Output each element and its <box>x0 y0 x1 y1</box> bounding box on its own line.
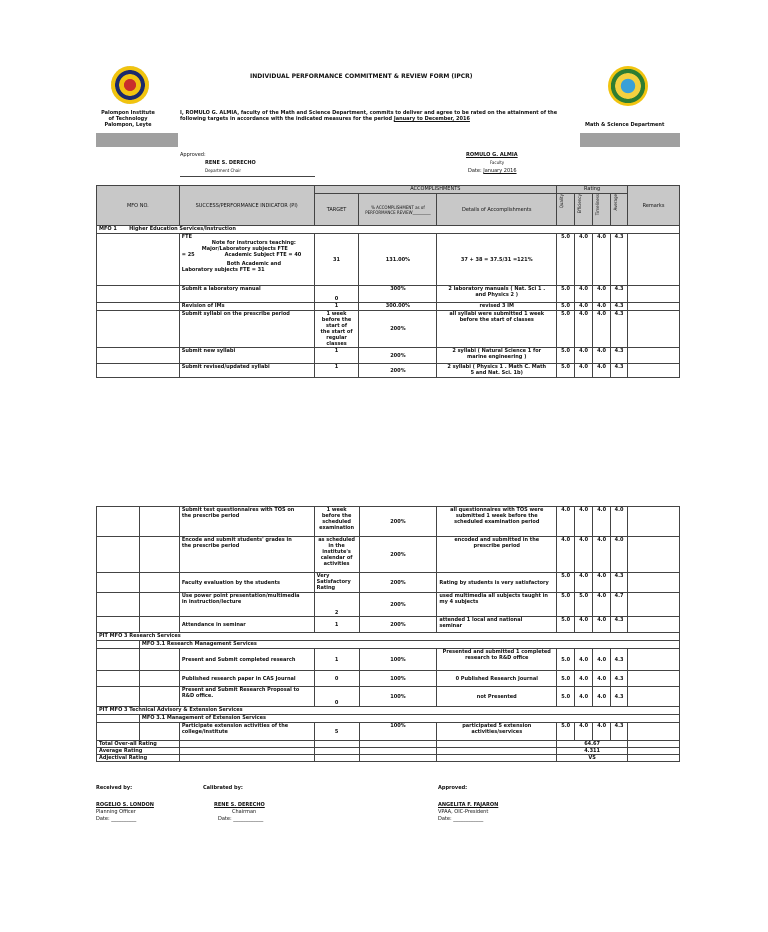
header-timeliness: Timeliness <box>595 194 601 216</box>
table-row: Submit syllabi on the prescribe period 1 week before the start of the start of regular classes 200% all syllabi were submitted 1 week before the start of classes 5.0 4.0 4.0 4.3 <box>97 311 680 348</box>
approved-role: VPAA, OIC-President <box>438 809 489 815</box>
calibrated-label: Calibrated by: <box>203 785 243 791</box>
header-rating: Rating <box>557 186 628 194</box>
mfo4-row: PIT MFO 3 Technical Advisory & Extension Services <box>97 707 680 715</box>
header-accomplishments: ACCOMPLISHMENTS <box>314 186 557 194</box>
mfo1-row: MFO 1 Higher Education Services/Instruction <box>97 226 680 234</box>
mfo31-row: MFO 3.1 Research Management Services <box>139 641 679 649</box>
table-row: Present and Submit Research Proposal to R&D office. 0 100% not Presented 5.0 4.0 4.0 4.3 <box>97 687 680 707</box>
mfo41-row: MFO 3.1 Management of Extension Services <box>139 715 679 723</box>
approved-date: Date: ____________ <box>438 816 484 822</box>
header-indicator: SUCCESS/PERFORMANCE INDICATOR (PI) <box>179 186 314 226</box>
table-row: FTE Note for instructors teaching: Major/Laboratory subjects FTE = 25 Academic Subject FTE = 40 Both Academic and Laboratory subjects FTE = 31 31 131.00% 37 + 38 = 37.5/31 =121% 5.0 4.0 4.0 4.3 <box>97 234 680 286</box>
commitment-statement: I, ROMULO G. ALMIA, faculty of the Math and Science Department, commits to deliver and agree to be rated on the attainment of the following targets in accordance with the indicated measures for the period January to December, 2016 <box>180 110 558 122</box>
institute-name: Palompon Institute of Technology Palompon, Leyte <box>101 110 155 128</box>
approver-name: RENE S. DERECHO <box>205 160 256 166</box>
grey-bar-right <box>580 133 680 147</box>
average-row: Average Rating 4.311 <box>97 748 680 755</box>
header-percent: % ACCOMPLISHMENT as of PERFORMANCE REVIEW_________ <box>359 194 437 226</box>
table-row: Use power point presentation/multimedia in instruction/lecture 2 200% used multimedia all subjects taught in my 4 subjects 5.0 5.0 4.0 4.7 <box>97 593 680 617</box>
department-label: Math & Science Department <box>585 122 665 128</box>
header-details: Details of Accomplishments <box>437 194 557 226</box>
table-row: Submit revised/updated syllabi 1 200% 2 syllabi ( Physics 1 . Math C. Math 5 and Nat. Sci. 1b) 5.0 4.0 4.0 4.3 <box>97 364 680 378</box>
math-science-department-seal <box>608 66 648 106</box>
ipcr-table-page2 <box>96 506 680 762</box>
table-row: Faculty evaluation by the students Very Satisfactory Rating 200% Rating by students is very satisfactory 5.0 4.0 4.0 4.3 <box>97 573 680 593</box>
adjectival-row: Adjectival Rating VS <box>97 755 680 762</box>
faculty-name: ROMULO G. ALMIA <box>466 152 518 158</box>
received-date: Date: __________ <box>96 816 137 822</box>
received-role: Planning Officer <box>96 809 136 815</box>
approver-line <box>180 176 315 177</box>
table-row: Submit new syllabi 1 200% 2 syllabi ( Natural Science 1 for marine engineering ) 5.0 4.0 4.0 4.3 <box>97 348 680 364</box>
header-average: Average <box>613 194 619 211</box>
palompon-institute-seal <box>111 66 149 104</box>
grey-bar-left <box>96 133 178 147</box>
calibrated-role: Chairman <box>232 809 257 815</box>
table-row: Present and Submit completed research 1 100% Presented and submitted 1 completed research to R&D office 5.0 4.0 4.0 4.3 <box>97 649 680 671</box>
header-target: TARGET <box>314 194 359 226</box>
header-efficiency: Efficiency <box>577 194 583 214</box>
received-label: Received by: <box>96 785 133 791</box>
table-row: Submit a laboratory manual 0 300% 2 laboratory manuals ( Nat. Sci 1 . and Physics 2 ) 5.0 4.0 4.0 4.3 <box>97 286 680 303</box>
calibrated-name: RENE S. DERECHO <box>214 802 265 808</box>
table-row: Encode and submit students' grades in the prescribe period as scheduled in the institute's calendar of activities 200% encoded and submitted in the prescribe period 4.0 4.0 4.0 4.0 <box>97 537 680 573</box>
received-name: ROGELIO S. LONDON <box>96 802 154 808</box>
calibrated-date: Date: ____________ <box>218 816 264 822</box>
faculty-date: Date: January 2016 <box>468 168 517 174</box>
header-remarks: Remarks <box>628 186 680 226</box>
header-mfo: MFO NO. <box>97 186 180 226</box>
table-row: Revision of IMs 1 300.00% revised 3 IM 5.0 4.0 4.0 4.3 <box>97 303 680 311</box>
table-row: Attendance in seminar 1 200% attended 1 local and national seminar 5.0 4.0 4.0 4.3 <box>97 617 680 633</box>
faculty-role: Faculty <box>490 160 505 165</box>
table-row: Published research paper in CAS Journal 0 100% 0 Published Research Journal 5.0 4.0 4.0 4.3 <box>97 671 680 687</box>
approved-signature-label: Approved: <box>438 785 468 791</box>
total-row: Total Over-all Rating 64.67 <box>97 741 680 748</box>
ipcr-table-page1 <box>96 185 680 378</box>
approved-name: ANGELITA F. FAJARON <box>438 802 499 808</box>
table-row: Participate extension activities of the college/institute 5 100% participated 5 extension activities/services 5.0 4.0 4.0 4.3 <box>97 723 680 741</box>
form-title: INDIVIDUAL PERFORMANCE COMMITMENT & REVIEW FORM (IPCR) <box>250 73 473 80</box>
approved-label: Approved: <box>180 152 206 158</box>
approver-role: Department Chair <box>205 168 242 173</box>
header-quality: Quality <box>559 194 565 209</box>
mfo3-row: PIT MFO 3 Research Services <box>97 633 680 641</box>
table-row: Submit test questionnaires with TOS on the prescribe period 1 week before the scheduled examination 200% all questionnaires with TOS were submitted 1 week before the scheduled examination period 4.0 4.0 4.0 4.0 <box>97 507 680 537</box>
